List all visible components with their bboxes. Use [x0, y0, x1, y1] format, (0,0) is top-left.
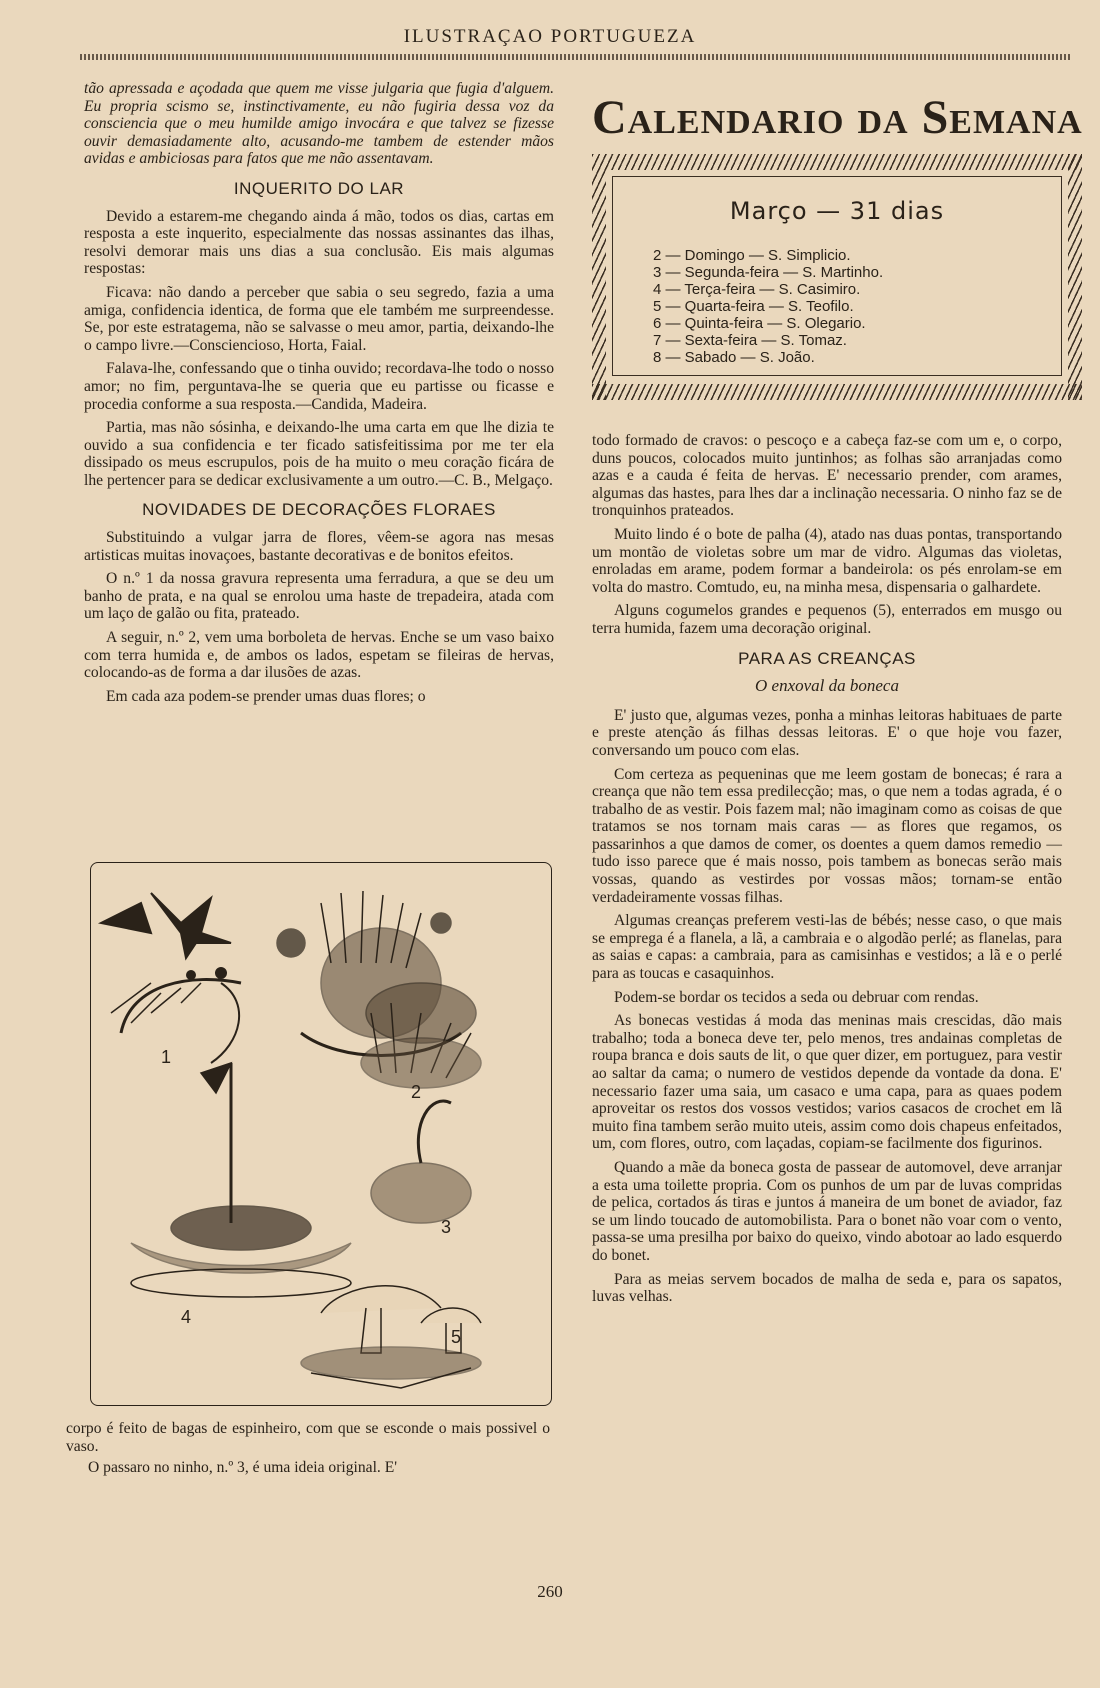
frame-hatch-left [592, 154, 606, 400]
inquerito-answer-3: Partia, mas não sósinha, e deixando-lhe uma carta em que lhe dizia te ouvido a sua confidencia e ter ficado satisfeitissima por me ter ela dissipado os meus escrupulos, pois de ha muito o meu coração ficára de lhe pertencer para se dedicar exclusivamente a um outro.—C. B., Melgaço. [84, 419, 554, 489]
figure-label-4: 4 [181, 1307, 192, 1327]
inquerito-answer-2: Falava-lhe, confessando que o tinha ouvido; recordava-lhe todo o nosso amor; no fim, perguntava-lhe se queria que eu partisse ou ficasse e procedia conforme a sua resposta.—Candida, Madeira. [84, 360, 554, 413]
novidades-paragraph-4: Em cada aza podem-se prender umas duas flores; o [106, 687, 426, 705]
right-paragraph-3: Alguns cogumelos grandes e pequenos (5), enterrados em musgo ou terra humida, fazem uma decoração original. [592, 602, 1062, 637]
creancas-paragraph-1: E' justo que, algumas vezes, ponha a minhas leitoras habituaes de parte e preste atenção ás filhas dessas leitoras. E' o que hoje vou fazer, conversando um pouco com elas. [592, 706, 1062, 759]
right-paragraph-2: Muito lindo é o bote de palha (4), atado nas duas pontas, transportando um montão de violetas sobre um mar de vidro. Algumas das violetas, enroladas em arame, podem formar a bandeirola: os pés enrolam-se em volta do mastro. Comtudo, eu, na minha mesa, dispensaria o galhardete. [592, 525, 1062, 596]
masthead: ILUSTRAÇAO PORTUGUEZA [403, 26, 697, 47]
inquerito-title: INQUERITO DO LAR [233, 178, 405, 198]
calendar-day: 7 — Sexta-feira — S. Tomaz. [653, 332, 847, 349]
boat-figure [131, 1063, 351, 1297]
left-column [84, 80, 554, 711]
frame-hatch-right [1068, 154, 1082, 400]
frame-hatch-bottom [592, 384, 1082, 400]
novidades-paragraph-3: A seguir, n.º 2, vem uma borboleta de hervas. Enche se um vaso baixo com terra humida e, de ambos os lados, espetam se fileiras de hervas, colocando-as de forma a dar ilusões de azas. [84, 629, 554, 682]
calendar-title: Calendario da Semana [592, 91, 1083, 144]
calendar-day: 5 — Quarta-feira — S. Teofilo. [653, 298, 854, 315]
illustration-drawing [91, 863, 551, 1405]
creancas-paragraph-5: As bonecas vestidas á moda das meninas mais crescidas, dão mais trabalho; toda a boneca deve ter, pelo menos, tres andainas completas de roupa branca e dois sauts de lit, o que quer dizer, em portuguez, para vestir ao saltar da cama; o numero de vestidos depende da vontade da dona. E' necessario fazer uma saia, um casaco e uma capa, para as quaes podem aproveitar os restos dos vossos vestidos; varios casacos de crochet em lã muito fina tambem serão muito uteis, assim como dois chapeus enfeitados, um, com flores, outro, com laçadas, copiam-se facilmente dos figurinos. [592, 1012, 1062, 1153]
calendar-day: 6 — Quinta-feira — S. Olegario. [653, 315, 866, 332]
creancas-paragraph-6: Quando a mãe da boneca gosta de passear de automovel, deve arranjar a esta uma toilette propria. Com os punhos de um par de luvas compridas de pelica, cortados ás tiras e juntos á maneira de um bonet de aviador, faz se um lindo toucado de automobilista. Para o bonet não voar com o vento, passa-se uma presilha por baixo do queixo, vindo abotoar ao lado esquerdo do bonet. [592, 1158, 1062, 1264]
horseshoe-figure [101, 893, 241, 1063]
calendar-frame [592, 154, 1082, 400]
creancas-paragraph-2: Com certeza as pequeninas que me leem gostam de bonecas; é rara a creança que não tem essa predilecção; mas, o que nem a todas agrada, é o trabalho de as vestir. Pois fazem mal; não imaginam como as coisas de que tratamos se nos tornam mais caras — as flores que regamos, os passarinhos a que damos de comer, os doentes a quem damos remedio — tudo isso parece que é mais nosso, pois tambem as bonecas serão mais vossas, quando as vestirdes por vossas mãos; tornam-se então verdadeiramente vossas filhas. [592, 765, 1062, 906]
creancas-subtitle: O enxoval da boneca [755, 676, 899, 696]
header-rule [80, 54, 1070, 60]
creancas-title: PARA AS CREANÇAS [738, 648, 916, 668]
calendar-day: 8 — Sabado — S. João. [653, 349, 815, 366]
left-column-continuation [66, 1420, 550, 1481]
novidades-paragraph-1: Substituindo a vulgar jarra de flores, vêem-se agora nas mesas artisticas muitas inovaçoes, bastante decorativas e de bonitos efeitos. [84, 529, 554, 564]
page-number: 260 [537, 1582, 563, 1601]
calendar-panel [612, 176, 1062, 376]
inquerito-paragraph-1: Devido a estarem-me chegando ainda á mão, todos os dias, cartas em resposta a este inquerito, especialmente das nossas assinantes das ilhas, resolvi demorar mais uns dias a sua conclusão. Eis mais algumas respostas: [84, 207, 554, 278]
calendar-day: 3 — Segunda-feira — S. Martinho. [653, 264, 884, 281]
right-column [592, 432, 1062, 1312]
novidades-paragraph-2: O n.º 1 da nossa gravura representa uma ferradura, a que se deu um banho de prata, e na qual se enrolou uma haste de trepadeira, atada com um laço de galão ou fita, prateado. [84, 570, 554, 623]
calendar-days-list [653, 247, 883, 366]
calendar-box [592, 90, 1082, 410]
creancas-paragraph-4: Podem-se bordar os tecidos a seda ou debruar com rendas. [614, 988, 979, 1006]
figure-label-5: 5 [451, 1327, 462, 1347]
figure-label-3: 3 [441, 1217, 452, 1237]
calendar-month: Março — 31 dias [729, 197, 945, 225]
calendar-day: 4 — Terça-feira — S. Casimiro. [653, 281, 861, 298]
calendar-day: 2 — Domingo — S. Simplicio. [653, 247, 851, 264]
novidades-paragraph-6: O passaro no ninho, n.º 3, é uma ideia original. E' [88, 1459, 398, 1477]
frame-hatch-top [592, 154, 1082, 170]
novidades-title: NOVIDADES DE DECORAÇÕES FLORAES [142, 500, 496, 520]
intro-paragraph: tão apressada e açodada que quem me visse julgaria que fugia d'alguem. Eu propria scismo se, instinctivamente, eu não fugiria dessa voz da consciencia que o meu humilde amigo invocára e que talvez se fizesse ouvir demasiadamente alto, acusando-me tambem de estender mãos avidas e ambiciosas para fatos que me não assentavam. [84, 80, 554, 168]
right-paragraph-1: todo formado de cravos: o pescoço e a cabeça faz-se com um e, o corpo, duns poucos, colocados muito juntinhos; as folhas são arranjadas como azas e a cauda é feita de hervas. E' necessario prender, com arames, algumas das hastes, para lhes dar a inclinação necessaria. O ninho faz se de tronquinhos prateados. [592, 432, 1062, 520]
floral-decorations-illustration [90, 862, 552, 1406]
creancas-paragraph-3: Algumas creanças preferem vesti-las de bébés; nesse caso, o que mais se emprega é a flanela, a lã, a cambraia e o algodão perlé; as flanelas, para as saias e capas: a cambraia, para as camisinhas e vestidos; a lã e o perlé para as toucas e casaquinhos. [592, 912, 1062, 983]
figure-label-1: 1 [161, 1047, 172, 1067]
creancas-paragraph-7: Para as meias servem bocados de malha de seda e, para os sapatos, luvas velhas. [592, 1270, 1062, 1306]
butterfly-figure [277, 891, 476, 1056]
inquerito-answer-1: Ficava: não dando a perceber que sabia o seu segredo, fazia a uma amiga, confidencia identica, de forma que ele também me surpreendesse. Se, por este estratagema, não se salvasse o meu amor, partia, deixando-lhe o campo livre.—Consciencioso, Horta, Faial. [84, 283, 554, 354]
novidades-paragraph-5: corpo é feito de bagas de espinheiro, com que se esconde o mais possivel o vaso. [66, 1420, 550, 1455]
figure-label-2: 2 [411, 1082, 422, 1102]
